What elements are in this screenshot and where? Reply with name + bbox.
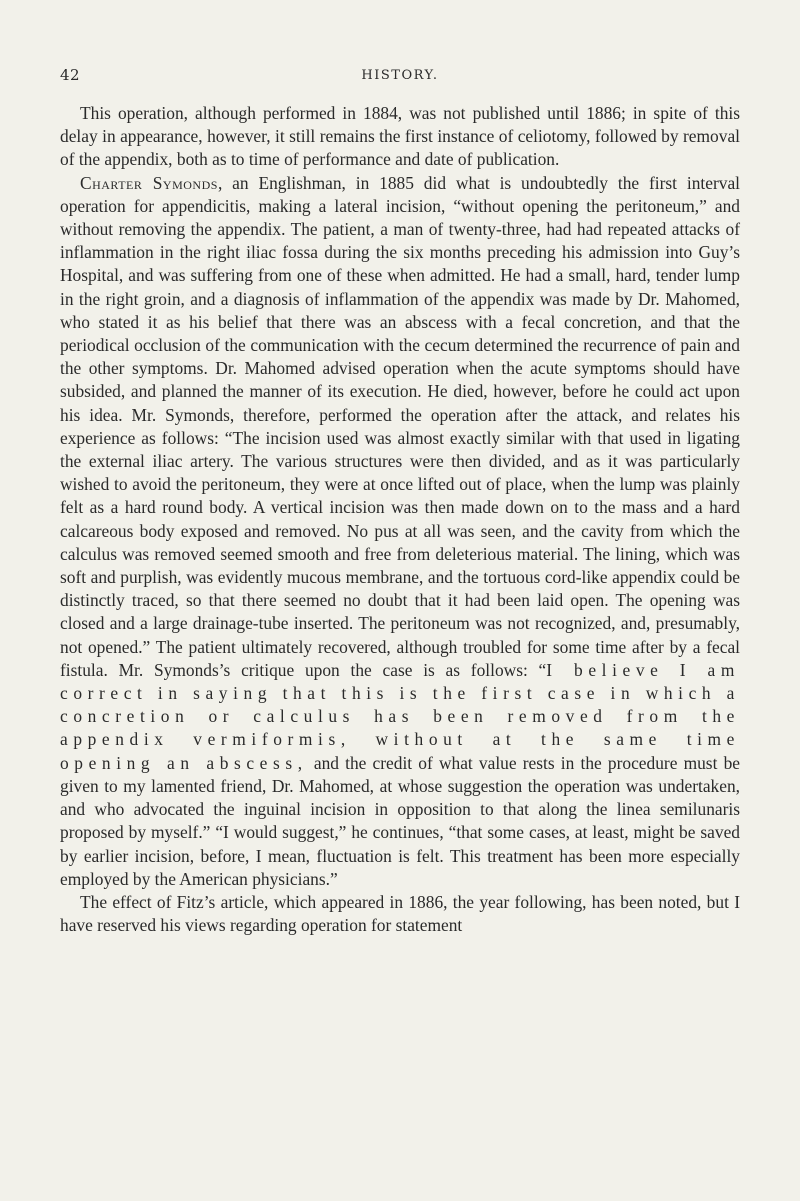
paragraph-2-continuation: and the credit of what value rests in the procedure must be given to my lamented friend, Dr. Mahomed, at whose suggestion the operation was undertaken, and who advocated the inguinal incision in opposition to that along the linea semilunaris proposed by myself.” “I would suggest,” he continues, “that some cases, at least, might be saved by earlier incision, before, I mean, fluctuation is felt. This treatment has been more especially employed by the American physicians.” — [60, 752, 740, 889]
paragraph-2 — [60, 172, 740, 891]
running-title: HISTORY. — [361, 68, 439, 83]
paragraph-1: This operation, although performed in 1884, was not published until 1886; in spite of this delay in appearance, however, it still remains the first instance of celiotomy, followed by removal of the appendix, both as to time of performance and date of publication. — [60, 103, 740, 170]
paragraph-2-text: , an Englishman, in 1885 did what is undoubtedly the first interval operation for appendicitis, making a lateral incision, “without opening the peritoneum,” and without removing the appendix. The patient, a man of twenty-three, had had repeated attacks of inflammation in the right iliac fossa during the six months preceding his admission into Guy’s Hospital, and was suffering from one of these when admitted. He had a small, hard, tender lump in the right groin, and a diagnosis of inflammation of the appendix was made by Dr. Mahomed, who stated it as his belief that there was an abscess with a fecal concretion, and that the periodical occlusion of the communication with the cecum determined the recurrence of pain and the other symptoms. Dr. Mahomed advised operation when the acute symptoms should have subsided, and planned the manner of its execution. He died, however, before he could act upon his idea. Mr. Symonds, therefore, performed the operation after the attack, and relates his experience as follows: “The incision used was almost exactly similar with that used in ligating the external iliac artery. The various structures were then divided, and as it was particularly wished to avoid the peritoneum, they were at once lifted out of place, when the lump was plainly felt as a hard round body. A vertical incision was then made down on to the mass and a hard calcareous body exposed and removed. No pus at all was seen, and the cavity from which the calculus was removed seemed smooth and free from deleterious material. The lining, which was soft and purplish, was evidently mucous membrane, and the tortuous cord-like appendix could be distinctly traced, so that there seemed no doubt that it had been laid open. The opening was closed and a large drainage-tube inserted. The peritoneum was not recognized, and, presumably, not opened.” The patient ultimately recovered, although troubled for some time after by a fecal fistula. Mr. Symonds’s critique upon the case is as follows: “ — [60, 172, 740, 680]
body-text — [60, 102, 740, 937]
paragraph-3: The effect of Fitz’s article, which appeared in 1886, the year following, has been noted, but I have reserved his views regarding operation for statement — [60, 891, 740, 936]
page-number: 42 — [60, 66, 81, 84]
author-name: Charter Symonds — [80, 172, 218, 193]
running-head — [60, 66, 740, 90]
emphasized-quote: I believe I am correct in saying that this is the first case in which a concretion or calculus has been removed from the appendix vermiformis, without at the same time opening an abscess, — [60, 659, 740, 773]
